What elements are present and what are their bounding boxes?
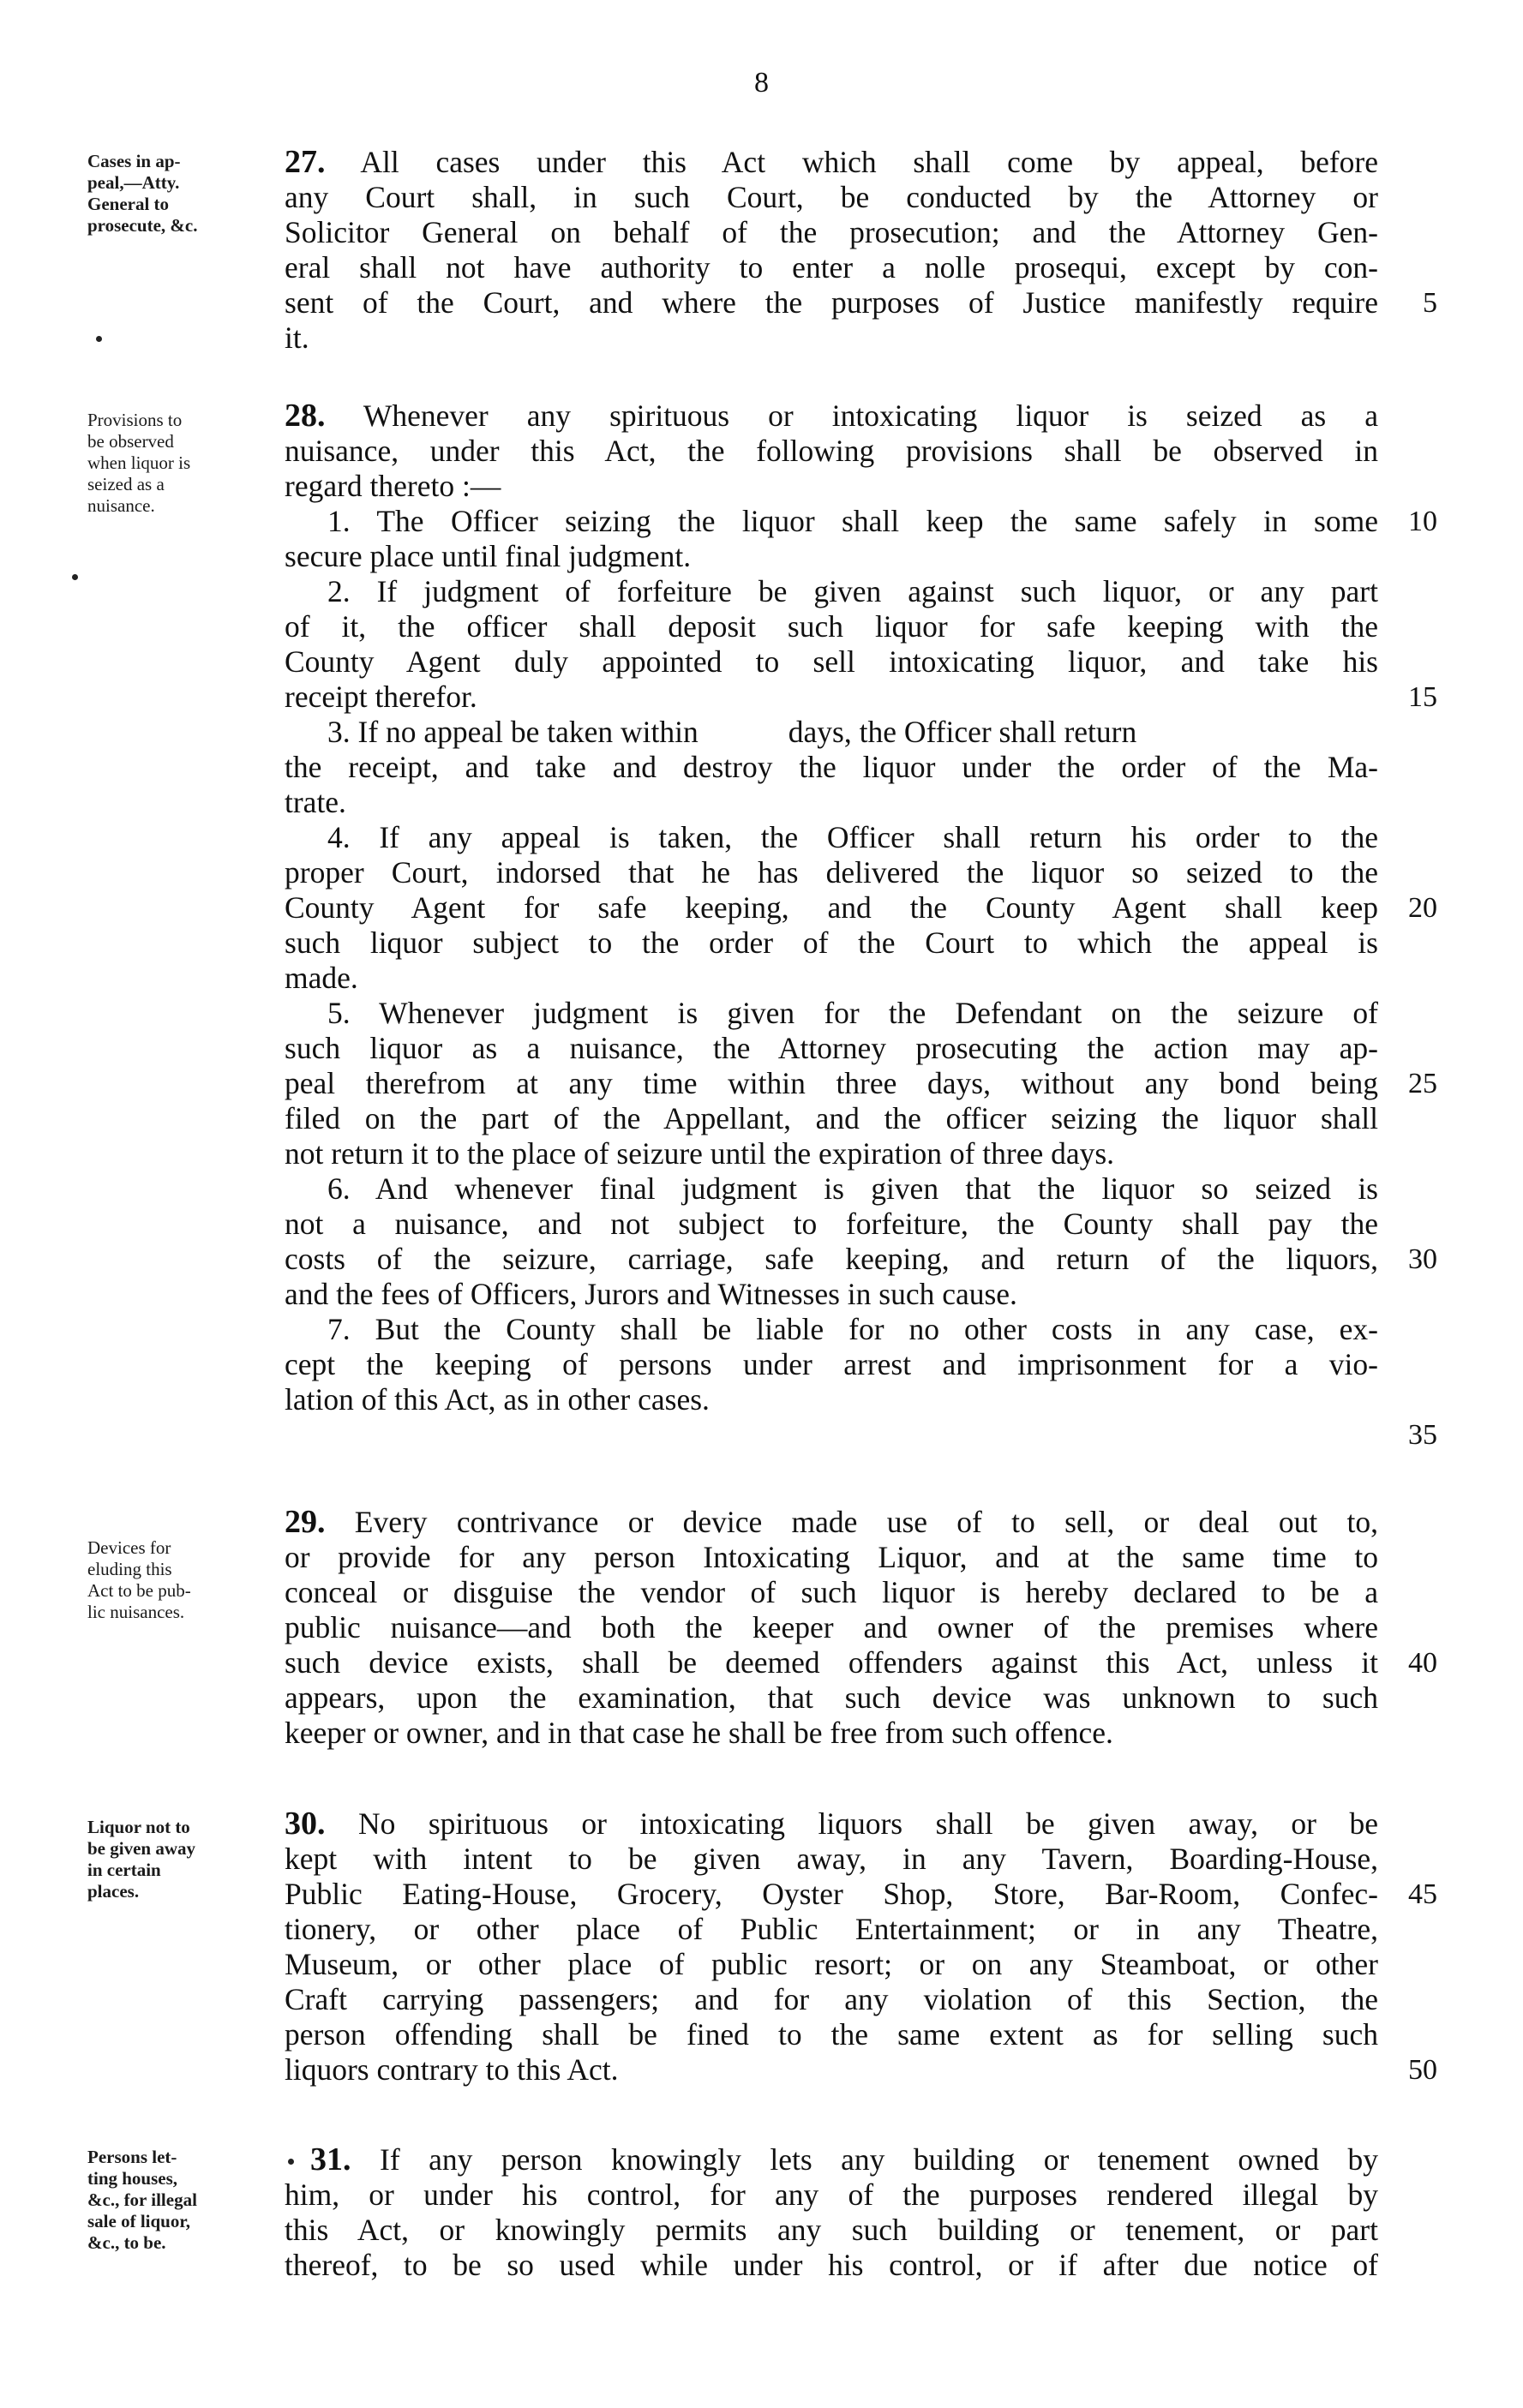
text-line: of it, the officer shall deposit such liquor for safe keeping with the [285, 609, 1378, 644]
text-line: 30. No spirituous or intoxicating liquors shall be given away, or be [285, 1806, 1378, 1842]
text-line: sent of the Court, and where the purposes of Justice manifestly require [285, 285, 1378, 320]
text-line: 3. If no appeal be taken within days, the Officer shall return [327, 715, 1137, 749]
text-line: cept the keeping of persons under arrest and imprisonment for a vio- [285, 1347, 1378, 1381]
text-line: secure place until final judgment. [285, 539, 692, 573]
text-line: conceal or disguise the vendor of such liquor is hereby declared to be a [285, 1575, 1378, 1609]
sidenote-30: Liquor not to be given away in certain places. [87, 1817, 195, 1902]
text-line: filed on the part of the Appellant, and the officer seizing the liquor shall [285, 1101, 1378, 1135]
text-line: such liquor subject to the order of the Court to which the appeal is [285, 925, 1378, 960]
text-line: this Act, or knowingly permits any such building or tenement, or part [285, 2213, 1378, 2247]
text-line: appears, upon the examination, that such device was unknown to such [285, 1680, 1378, 1715]
line-number: 40 [1408, 1647, 1437, 1679]
text-line: County Agent duly appointed to sell intoxicating liquor, and take his [285, 644, 1378, 679]
text-line: it. [285, 320, 309, 355]
line-number: 10 [1408, 506, 1437, 537]
text-line: 29. Every contrivance or device made use of to sell, or deal out to, [285, 1504, 1378, 1540]
text-line: Museum, or other place of public resort; or on any Steamboat, or other [285, 1947, 1378, 1981]
page-number: 8 [754, 67, 769, 99]
text-line: not a nuisance, and not subject to forfeiture, the County shall pay the [285, 1207, 1378, 1241]
line-number: 5 [1423, 287, 1437, 319]
text-line: made. [285, 961, 358, 995]
text-line: liquors contrary to this Act. [285, 2052, 619, 2087]
text-line: lation of this Act, as in other cases. [285, 1382, 710, 1417]
text-line: 1. The Officer seizing the liquor shall keep the same safely in some [327, 504, 1378, 538]
section-number: 30. [285, 1806, 326, 1842]
text-line: person offending shall be fined to the same extent as for selling such [285, 2017, 1378, 2052]
section-number: 31. [310, 2141, 351, 2177]
text-line: Public Eating-House, Grocery, Oyster Shop, Store, Bar-Room, Confec- [285, 1877, 1378, 1911]
text-line: Craft carrying passengers; and for any violation of this Section, the [285, 1982, 1378, 2016]
margin-mark [96, 336, 102, 342]
text-line: costs of the seizure, carriage, safe keeping, and return of the liquors, [285, 1242, 1378, 1276]
text-line: Solicitor General on behalf of the prosecution; and the Attorney Gen- [285, 215, 1378, 249]
text-line: such liquor as a nuisance, the Attorney prosecuting the action may ap- [285, 1031, 1378, 1065]
line-number: 45 [1408, 1878, 1437, 1910]
text-line: receipt therefor. [285, 680, 477, 714]
text-line: any Court shall, in such Court, be conducted by the Attorney or [285, 180, 1378, 214]
text-line: eral shall not have authority to enter a nolle prosequi, except by con- [285, 250, 1378, 285]
sidenote-27: Cases in ap- peal,—Atty. General to prosecute, &c. [87, 151, 198, 236]
text-line: 31. If any person knowingly lets any building or tenement owned by [310, 2141, 1379, 2177]
text-line: tionery, or other place of Public Entertainment; or in any Theatre, [285, 1912, 1378, 1946]
text-line: regard thereto :— [285, 469, 501, 503]
text-line: 28. Whenever any spirituous or intoxicating liquor is seized as a [285, 398, 1379, 434]
margin-mark [288, 2159, 294, 2165]
text-line: nuisance, under this Act, the following provisions shall be observed in [285, 434, 1378, 468]
section-number: 29. [285, 1504, 326, 1540]
text-line: such device exists, shall be deemed offenders against this Act, unless it [285, 1645, 1378, 1680]
section-number: 27. [285, 144, 326, 180]
line-number: 25 [1408, 1068, 1437, 1099]
text-line: public nuisance—and both the keeper and owner of the premises where [285, 1610, 1378, 1644]
sidenote-28: Provisions to be observed when liquor is seized as a nuisance. [87, 410, 191, 516]
text-line: 7. But the County shall be liable for no other costs in any case, ex- [327, 1312, 1378, 1346]
text-line: 6. And whenever final judgment is given that the liquor so seized is [327, 1171, 1378, 1206]
section-number: 28. [285, 398, 326, 434]
text-line: County Agent for safe keeping, and the County Agent shall keep [285, 890, 1378, 925]
text-line: not return it to the place of seizure until the expiration of three days. [285, 1136, 1115, 1171]
margin-mark [72, 574, 78, 580]
text-line: kept with intent to be given away, in any Tavern, Boarding-House, [285, 1842, 1378, 1876]
line-number: 35 [1408, 1419, 1437, 1451]
text-line: proper Court, indorsed that he has delivered the liquor so seized to the [285, 855, 1378, 890]
text-line: peal therefrom at any time within three days, without any bond being [285, 1066, 1378, 1100]
text-line: the receipt, and take and destroy the liquor under the order of the Ma- [285, 750, 1378, 784]
text-line: 27. All cases under this Act which shall come by appeal, before [285, 144, 1378, 180]
line-number: 50 [1408, 2054, 1437, 2086]
text-line: keeper or owner, and in that case he shall be free from such offence. [285, 1716, 1113, 1750]
sidenote-29: Devices for eluding this Act to be pub- lic nuisances. [87, 1537, 191, 1622]
text-line: 2. If judgment of forfeiture be given against such liquor, or any part [327, 574, 1378, 608]
text-line: 4. If any appeal is taken, the Officer shall return his order to the [327, 820, 1378, 854]
line-number: 30 [1408, 1243, 1437, 1275]
text-line: him, or under his control, for any of the purposes rendered illegal by [285, 2177, 1378, 2212]
text-line: thereof, to be so used while under his control, or if after due notice of [285, 2248, 1378, 2282]
text-line: trate. [285, 785, 346, 819]
line-number: 15 [1408, 681, 1437, 713]
text-line: 5. Whenever judgment is given for the Defendant on the seizure of [327, 996, 1378, 1030]
text-line: or provide for any person Intoxicating Liquor, and at the same time to [285, 1540, 1378, 1574]
line-number: 20 [1408, 892, 1437, 924]
sidenote-31: Persons let- ting houses, &c., for illegal sale of liquor, &c., to be. [87, 2147, 197, 2253]
text-line: and the fees of Officers, Jurors and Witnesses in such cause. [285, 1277, 1017, 1311]
